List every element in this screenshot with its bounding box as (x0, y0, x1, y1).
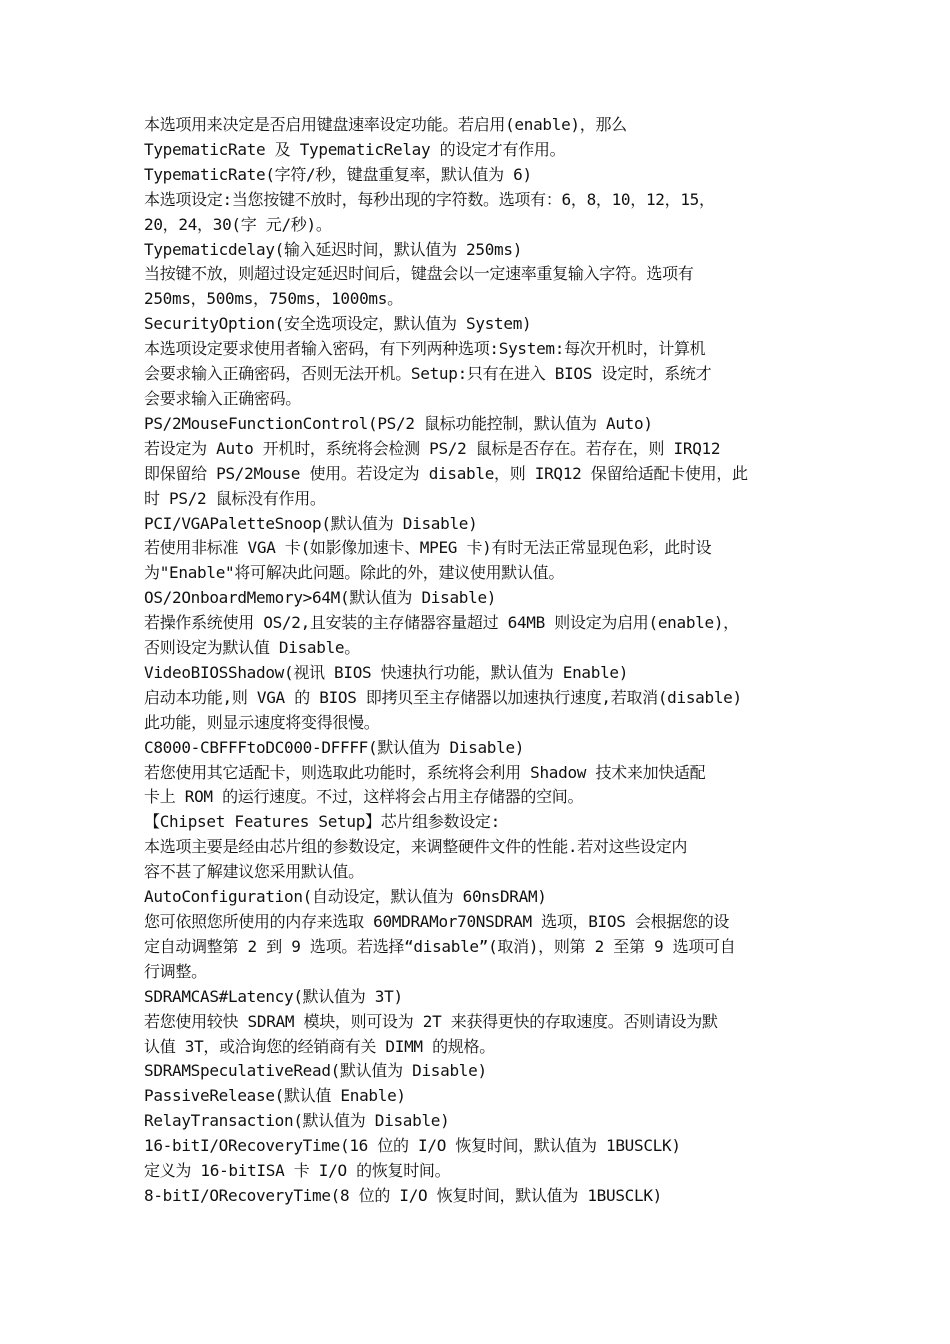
text-line: 250ms，500ms，750ms，1000ms。 (144, 289, 403, 309)
document-body (144, 113, 808, 1209)
text-line: PCI/VGAPaletteSnoop(默认值为 Disable) (144, 513, 478, 533)
text-line: VideoBIOSShadow(视讯 BIOS 快速执行功能，默认值为 Enable) (144, 662, 629, 682)
text-line: 定义为 16-bitISA 卡 I/O 的恢复时间。 (144, 1161, 451, 1181)
text-line: TypematicRate(字符/秒，键盘重复率，默认值为 6) (144, 164, 532, 184)
text-line: 当按键不放，则超过设定延迟时间后，键盘会以一定速率重复输入字符。选项有 (144, 264, 694, 284)
text-line: 容不甚了解建议您采用默认值。 (144, 862, 364, 882)
text-line: 您可依照您所使用的内存来选取 60MDRAMor70NSDRAM 选项，BIOS 会根据您的设 (144, 912, 730, 931)
text-line: 若您使用较快 SDRAM 模块，则可设为 2T 来获得更快的存取速度。否则请设为默 (144, 1011, 718, 1031)
text-line: 定自动调整第 2 到 9 选项。若选择“disable”(取消)，则第 2 至第 9 选项可自 (144, 936, 736, 956)
text-line: 20，24，30(字 元/秒)。 (144, 214, 332, 234)
text-line: SDRAMCAS#Latency(默认值为 3T) (144, 986, 403, 1006)
text-line: AutoConfiguration(自动设定，默认值为 60nsDRAM) (144, 887, 547, 907)
text-line: PassiveRelease(默认值 Enable) (144, 1086, 406, 1106)
text-line: 否则设定为默认值 Disable。 (144, 638, 360, 658)
text-line: 本选项主要是经由芯片组的参数设定，来调整硬件文件的性能.若对这些设定内 (144, 837, 688, 857)
text-line: SDRAMSpeculativeRead(默认值为 Disable) (144, 1061, 487, 1081)
text-line: Typematicdelay(输入延迟时间，默认值为 250ms) (144, 239, 523, 259)
text-line: 本选项用来决定是否启用键盘速率设定功能。若启用(enable)，那么 (144, 115, 627, 134)
text-line: 时 PS/2 鼠标没有作用。 (144, 488, 326, 508)
text-line: 16-bitI/ORecoveryTime(16 位的 I/O 恢复时间，默认值为 1BUSCLK) (144, 1136, 681, 1156)
text-line: 行调整。 (144, 961, 207, 981)
text-line: 即保留给 PS/2Mouse 使用。若设定为 disable，则 IRQ12 保留给适配卡使用，此 (144, 463, 748, 483)
text-line: OS/2OnboardMemory>64M(默认值为 Disable) (144, 588, 497, 608)
text-line: 【Chipset Features Setup】芯片组参数设定: (144, 812, 500, 832)
text-line: 启动本功能,则 VGA 的 BIOS 即拷贝至主存储器以加速执行速度,若取消(disable) (144, 687, 742, 707)
text-line: 若设定为 Auto 开机时，系统将会检测 PS/2 鼠标是否存在。若存在，则 IRQ12 (144, 438, 721, 458)
text-line: SecurityOption(安全选项设定，默认值为 System) (144, 314, 532, 334)
text-line: 本选项设定要求使用者输入密码，有下列两种选项:System:每次开机时，计算机 (144, 339, 706, 359)
text-line: 认值 3T，或洽询您的经销商有关 DIMM 的规格。 (144, 1036, 495, 1056)
text-line: TypematicRate 及 TypematicRelay 的设定才有作用。 (144, 139, 566, 159)
text-line: 会要求输入正确密码，否则无法开机。Setup:只有在进入 BIOS 设定时，系统才 (144, 364, 712, 384)
text-line: 8-bitI/ORecoveryTime(8 位的 I/O 恢复时间，默认值为 1BUSCLK) (144, 1185, 663, 1205)
text-line: RelayTransaction(默认值为 Disable) (144, 1111, 450, 1131)
text-line: 若您使用其它适配卡，则选取此功能时，系统将会利用 Shadow 技术来加快适配 (144, 762, 706, 782)
text-line: 若使用非标准 VGA 卡(如影像加速卡、MPEG 卡)有时无法正常显现色彩，此时设 (144, 538, 712, 558)
text-line: 本选项设定:当您按键不放时，每秒出现的字符数。选项有：6，8，10，12，15， (144, 189, 715, 209)
text-line: 卡上 ROM 的运行速度。不过，这样将会占用主存储器的空间。 (144, 787, 584, 807)
text-line: C8000-CBFFFtoDC000-DFFFF(默认值为 Disable) (144, 737, 525, 757)
text-line: 为"Enable"将可解决此问题。除此的外，建议使用默认值。 (144, 563, 565, 583)
text-line: 会要求输入正确密码。 (144, 388, 302, 408)
text-line: PS/2MouseFunctionControl(PS/2 鼠标功能控制，默认值为 Auto) (144, 413, 653, 433)
text-line: 此功能，则显示速度将变得很慢。 (144, 712, 380, 732)
text-line: 若操作系统使用 OS/2,且安装的主存储器容量超过 64MB 则设定为启用(enable)， (144, 613, 739, 633)
